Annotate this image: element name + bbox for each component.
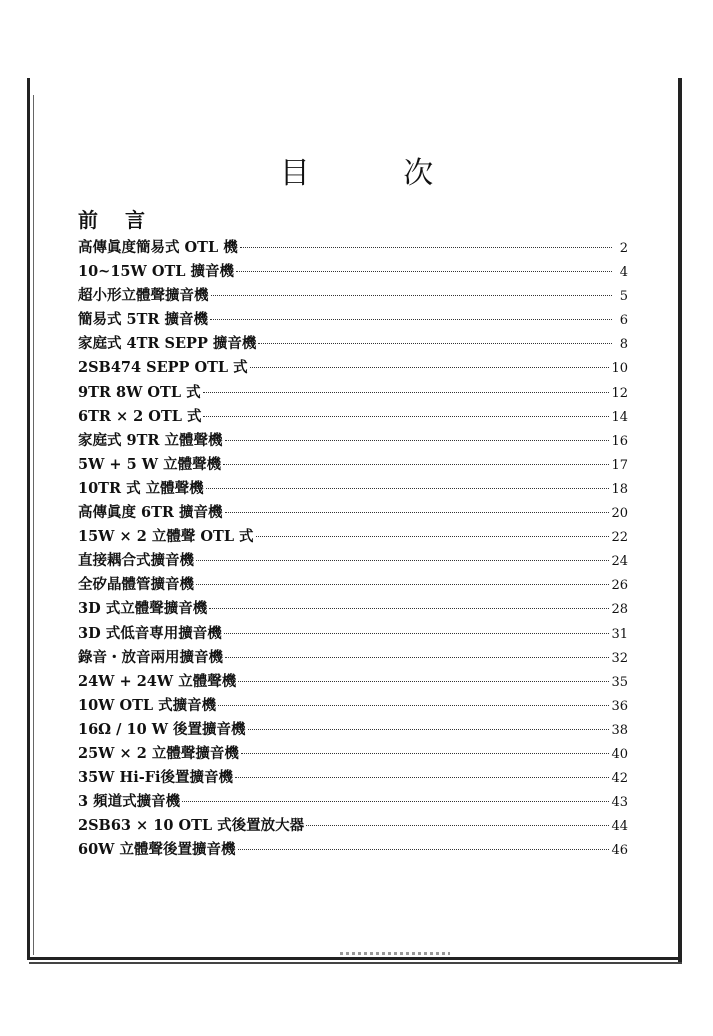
toc-entry[interactable] bbox=[78, 429, 628, 453]
toc-entry[interactable] bbox=[78, 838, 628, 862]
toc-entry-page: 38 bbox=[611, 722, 628, 738]
toc-entry[interactable] bbox=[78, 477, 628, 501]
toc-entry[interactable] bbox=[78, 573, 628, 597]
toc-dot-leader bbox=[258, 343, 612, 344]
toc-entry-page: 12 bbox=[611, 385, 628, 401]
toc-entry[interactable] bbox=[78, 356, 628, 380]
toc-dot-leader bbox=[211, 295, 613, 296]
page-border-bottom bbox=[27, 957, 682, 960]
toc-entry-page: 42 bbox=[611, 771, 628, 787]
toc-entry[interactable] bbox=[78, 549, 628, 573]
page-title: 目 次 bbox=[279, 156, 476, 192]
toc-entry-page: 31 bbox=[611, 626, 628, 642]
toc-entry[interactable] bbox=[78, 381, 628, 405]
toc-entry[interactable] bbox=[78, 718, 628, 742]
toc-entry-title: 家庭式 4TR SEPP 擴音機 bbox=[78, 335, 257, 353]
toc-dot-leader bbox=[209, 608, 609, 609]
toc-entry-page: 4 bbox=[619, 265, 628, 281]
toc-dot-leader bbox=[250, 367, 610, 368]
toc-entry[interactable] bbox=[78, 597, 628, 621]
toc-dot-leader bbox=[223, 464, 609, 465]
toc-dot-leader bbox=[203, 416, 609, 417]
toc-entry-page: 5 bbox=[619, 289, 628, 305]
toc-entry[interactable] bbox=[78, 814, 628, 838]
toc-dot-leader bbox=[218, 705, 609, 706]
toc-entry-page: 20 bbox=[611, 506, 628, 522]
toc-entry[interactable] bbox=[78, 453, 628, 477]
toc-entry-title: 3 頻道式擴音機 bbox=[78, 793, 181, 811]
toc-entry[interactable] bbox=[78, 501, 628, 525]
toc-entry[interactable] bbox=[78, 742, 628, 766]
toc-dot-leader bbox=[225, 512, 610, 513]
toc-entry-title: 2SB474 SEPP OTL 式 bbox=[78, 359, 248, 377]
toc-entry-title: 10TR 式 立體聲機 bbox=[78, 479, 204, 497]
toc-dot-leader bbox=[203, 392, 610, 393]
toc-entry[interactable] bbox=[78, 694, 628, 718]
toc-entry[interactable] bbox=[78, 308, 628, 332]
toc-entry-title: 超小形立體聲擴音機 bbox=[78, 287, 209, 305]
toc-entry[interactable] bbox=[78, 622, 628, 646]
toc-entry[interactable] bbox=[78, 236, 628, 260]
toc-entry-title: 全矽晶體管擴音機 bbox=[78, 576, 194, 594]
page-border-bottom-secondary bbox=[29, 962, 682, 964]
toc-entry-title: 10W OTL 式擴音機 bbox=[78, 696, 217, 714]
toc-dot-leader bbox=[238, 681, 609, 682]
toc-entry[interactable] bbox=[78, 790, 628, 814]
toc-entry-title: 3D 式低音専用擴音機 bbox=[78, 624, 222, 642]
preface-heading: 前 言 bbox=[78, 208, 155, 232]
toc-entry[interactable] bbox=[78, 646, 628, 670]
toc-entry-title: 25W × 2 立體聲擴音機 bbox=[78, 744, 239, 762]
page-border-left-inner bbox=[33, 95, 34, 955]
toc-entry-page: 14 bbox=[611, 409, 628, 425]
toc-entry-page: 26 bbox=[611, 578, 628, 594]
toc-entry-page: 46 bbox=[611, 843, 628, 859]
toc-entry-title: 24W + 24W 立體聲機 bbox=[78, 672, 237, 690]
toc-entry-page: 36 bbox=[611, 698, 628, 714]
toc-entry[interactable] bbox=[78, 260, 628, 284]
toc-entry-title: 16Ω / 10 W 後置擴音機 bbox=[78, 720, 246, 738]
toc-dot-leader bbox=[196, 560, 609, 561]
toc-dot-leader bbox=[236, 271, 612, 272]
toc-dot-leader bbox=[240, 247, 612, 248]
toc-entry-title: 錄音・放音兩用擴音機 bbox=[78, 648, 223, 666]
toc-entry-page: 32 bbox=[611, 650, 628, 666]
toc-entry-title: 高傳眞度 6TR 擴音機 bbox=[78, 504, 223, 522]
toc-dot-leader bbox=[241, 753, 610, 754]
toc-dot-leader bbox=[196, 584, 609, 585]
toc-entry-title: 60W 立體聲後置擴音機 bbox=[78, 841, 236, 859]
toc-entry-page: 35 bbox=[611, 674, 628, 690]
toc-entry-page: 24 bbox=[611, 554, 628, 570]
toc-entry[interactable] bbox=[78, 670, 628, 694]
toc-dot-leader bbox=[306, 825, 609, 826]
toc-entry-title: 3D 式立體聲擴音機 bbox=[78, 600, 208, 618]
toc-entry-page: 16 bbox=[611, 433, 628, 449]
toc-entry-page: 28 bbox=[611, 602, 628, 618]
toc-dot-leader bbox=[248, 729, 610, 730]
toc-dot-leader bbox=[235, 777, 609, 778]
toc-entry-page: 6 bbox=[619, 313, 628, 329]
scan-smudge bbox=[340, 952, 450, 955]
page-border-left bbox=[27, 78, 30, 958]
toc-entry[interactable] bbox=[78, 525, 628, 549]
toc-entry-title: 5W + 5 W 立體聲機 bbox=[78, 455, 222, 473]
toc-entry-page: 2 bbox=[619, 241, 628, 256]
toc-entry-title: 35W Hi-Fi後置擴音機 bbox=[78, 769, 234, 787]
toc-entry[interactable] bbox=[78, 766, 628, 790]
toc-dot-leader bbox=[224, 633, 610, 634]
toc-dot-leader bbox=[225, 657, 609, 658]
toc-dot-leader bbox=[182, 801, 609, 802]
toc-entry-title: 2SB63 × 10 OTL 式後置放大器 bbox=[78, 817, 305, 835]
toc-entry-page: 10 bbox=[611, 361, 628, 377]
toc-entry[interactable] bbox=[78, 332, 628, 356]
toc-entry-page: 22 bbox=[611, 530, 628, 546]
toc-dot-leader bbox=[225, 440, 610, 441]
toc-entry-page: 40 bbox=[611, 746, 628, 762]
toc-dot-leader bbox=[210, 319, 612, 320]
toc-entry-title: 15W × 2 立體聲 OTL 式 bbox=[78, 528, 254, 546]
toc-entry-title: 10~15W OTL 擴音機 bbox=[78, 263, 235, 281]
page-border-right bbox=[678, 78, 682, 962]
toc-entry-title: 直接耦合式擴音機 bbox=[78, 552, 194, 570]
table-of-contents bbox=[78, 236, 628, 862]
toc-dot-leader bbox=[256, 536, 610, 537]
toc-entry-title: 簡易式 5TR 擴音機 bbox=[78, 311, 209, 329]
toc-entry-page: 44 bbox=[611, 819, 628, 835]
toc-entry-title: 9TR 8W OTL 式 bbox=[78, 383, 201, 401]
toc-entry-page: 17 bbox=[611, 457, 628, 473]
toc-entry-page: 8 bbox=[619, 337, 628, 353]
toc-entry-page: 18 bbox=[611, 481, 628, 497]
toc-entry-title: 6TR × 2 OTL 式 bbox=[78, 407, 202, 425]
toc-entry[interactable] bbox=[78, 284, 628, 308]
toc-entry-title: 家庭式 9TR 立體聲機 bbox=[78, 431, 223, 449]
toc-dot-leader bbox=[206, 488, 610, 489]
toc-dot-leader bbox=[238, 849, 610, 850]
toc-entry-page: 43 bbox=[611, 795, 628, 811]
toc-entry-title: 高傳眞度簡易式 OTL 機 bbox=[78, 239, 238, 256]
toc-entry[interactable] bbox=[78, 405, 628, 429]
